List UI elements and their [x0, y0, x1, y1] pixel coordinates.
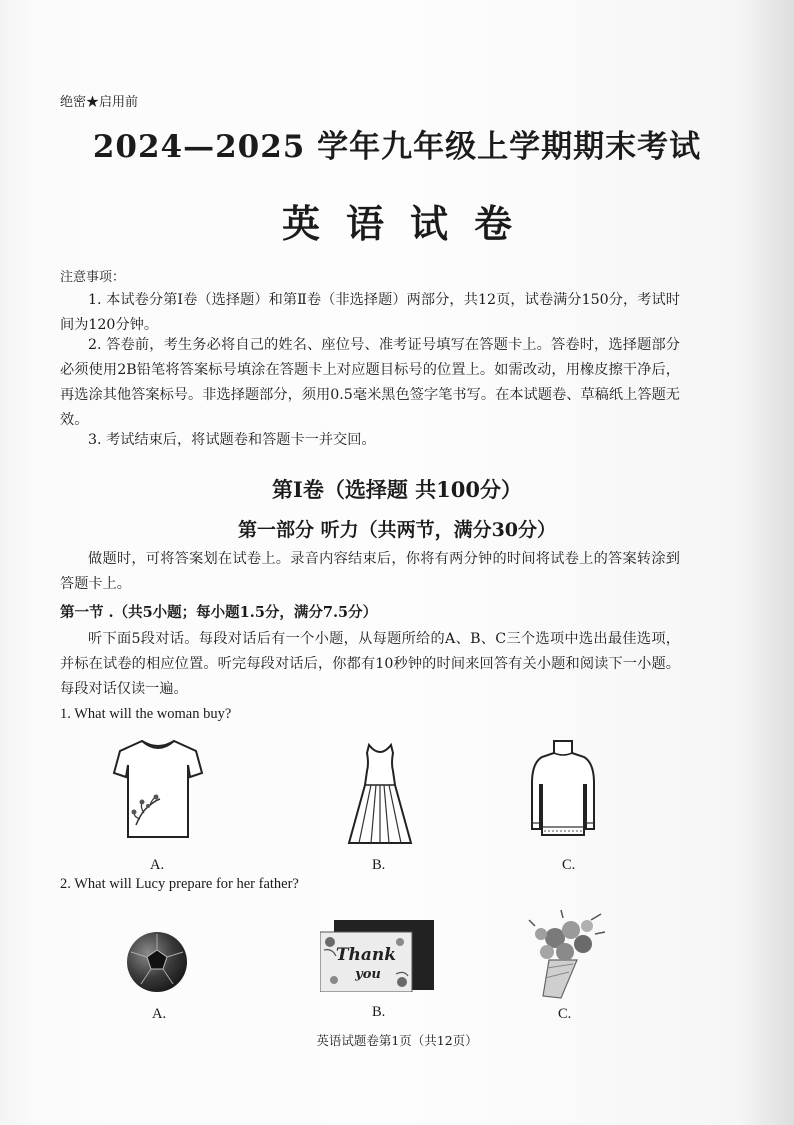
notes-heading: 注意事项： [60, 270, 126, 285]
q2-option-c-label: C. [558, 1006, 572, 1022]
card-text-you: you [355, 967, 381, 982]
note-item-1: 1. 本试卷分第Ⅰ卷（选择题）和第Ⅱ卷（非选择题）两部分，共12页，试卷满分150分，考试时间为120分钟。 [60, 292, 680, 333]
scan-edge-shadow [734, 0, 794, 1125]
football-icon [125, 930, 189, 994]
dress-icon [347, 741, 413, 847]
question-2-text: 2. What will Lucy prepare for her father? [60, 876, 299, 892]
note-item-2: 2. 答卷前，考生务必将自己的姓名、座位号、准考证号填写在答题卡上。答卷时，选择题部分必须使用2B铅笔将答案标号填涂在答题卡上对应题目标号的位置上。如需改动，用橡皮擦干净后，再选涂其他答案标号。非选择题部分，须用0.5毫米黑色签字笔书写。在本试题卷、草稿纸上答题无效。 [60, 337, 680, 428]
subject-title: 英语试卷 [281, 201, 538, 246]
page-footer: 英语试题卷第1页（共12页） [316, 1033, 478, 1048]
flower-bouquet-icon [525, 908, 607, 1000]
q1-option-c-label: C. [562, 857, 576, 873]
question-1-text: 1. What will the woman buy? [60, 706, 232, 722]
exam-title: 2024—2025 学年九年级上学期期末考试 [92, 129, 702, 165]
thank-you-card-icon [320, 920, 434, 992]
part-title: 第一部分 听力（共两节，满分30分） [237, 519, 557, 541]
note-item-3: 3. 考试结束后，将试题卷和答题卡一并交回。 [88, 432, 376, 448]
q1-option-a-label: A. [150, 857, 165, 873]
q2-option-a-label: A. [152, 1006, 167, 1022]
q1-option-b-label: B. [372, 857, 386, 873]
volume-title: 第Ⅰ卷（选择题 共100分） [272, 477, 522, 502]
section-instructions: 听下面5段对话。每段对话后有一个小题，从每题所给的A、B、C三个选项中选出最佳选项，并标在试卷的相应位置。听完每段对话后，你都有10秒钟的时间来回答有关小题和阅读下一小题。每段对话仅读一遍。 [60, 631, 680, 697]
section-title: 第一节 .（共5小题；每小题1.5分，满分7.5分） [60, 604, 378, 621]
t-shirt-icon [112, 737, 204, 845]
confidential-label: 绝密★启用前 [60, 95, 139, 110]
sweater-icon [528, 739, 598, 843]
card-text-thank: Thank [335, 945, 397, 965]
part-intro: 做题时，可将答案划在试卷上。录音内容结束后，你将有两分钟的时间将试卷上的答案转涂到答题卡上。 [60, 551, 680, 592]
q2-option-b-label: B. [372, 1004, 386, 1020]
